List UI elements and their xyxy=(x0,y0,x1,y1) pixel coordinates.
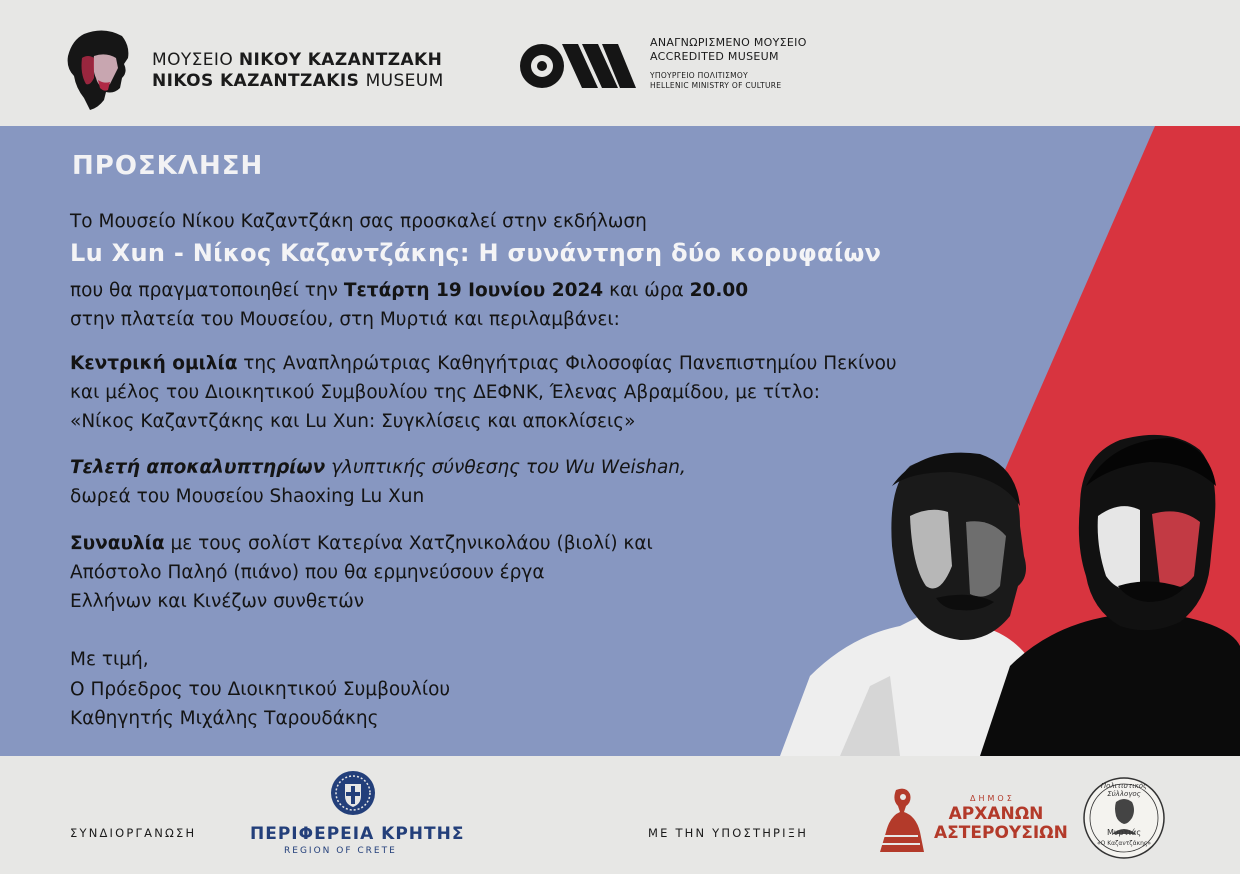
unveil-line-1: Τελετή αποκαλυπτηρίων γλυπτικής σύνθεσης του Wu Weishan, xyxy=(70,457,686,478)
speech-line-1: Κεντρική ομιλία της Αναπληρώτριας Καθηγήτριας Φιλοσοφίας Πανεπιστημίου Πεκίνου xyxy=(70,353,897,374)
ministry-english: HELLENIC MINISTRY OF CULTURE xyxy=(650,81,782,90)
portraits-illustration xyxy=(780,426,1240,756)
museum-name-greek: ΜΟΥΣΕΙΟ ΝΙΚΟΥ ΚΑΖΑΝΤΖΑΚΗ xyxy=(152,50,443,70)
footer xyxy=(0,756,1240,874)
association-place: Μυρτιάς xyxy=(1106,828,1142,837)
invitation-heading: ΠΡΟΣΚΛΗΣΗ xyxy=(72,151,264,181)
accredited-museum-logo-icon xyxy=(518,36,636,92)
accreditation-text xyxy=(650,36,807,91)
invitation-band xyxy=(0,126,1240,756)
kazantzakis-head-logo-icon xyxy=(64,28,132,112)
region-name: ΠΕΡΙΦΕΡΕΙΑ ΚΡΗΤΗΣ xyxy=(250,824,465,844)
municipality-word: ΔΗΜΟΣ xyxy=(970,794,1015,803)
association-name: Πολιτιστικός Σύλλογος xyxy=(1100,782,1148,798)
speech-title: «Νίκος Καζαντζάκης και Lu Xun: Συγκλίσεις και αποκλίσεις» xyxy=(70,411,636,432)
header xyxy=(0,0,1240,126)
support-label: ΜΕ ΤΗΝ ΥΠΟΣΤΗΡΙΞΗ xyxy=(648,826,809,840)
location-line: στην πλατεία του Μουσείου, στη Μυρτιά και περιλαμβάνει: xyxy=(70,309,620,330)
concert-line-3: Ελλήνων και Κινέζων συνθετών xyxy=(70,591,365,612)
coorganizer-label: ΣΥΝΔΙΟΡΓΑΝΩΣΗ xyxy=(70,826,197,840)
speech-line-2: και μέλος του Διοικητικού Συμβουλίου της ΔΕΦΝΚ, Έλενας Αβραμίδου, με τίτλο: xyxy=(70,382,820,403)
event-date: Τετάρτη 19 Ιουνίου 2024 xyxy=(343,280,604,301)
archanes-minoan-figure-icon xyxy=(876,786,926,854)
region-of-crete-emblem-icon xyxy=(330,770,376,816)
accredited-greek: ΑΝΑΓΝΩΡΙΣΜΕΝΟ ΜΟΥΣΕΙΟ xyxy=(650,36,807,49)
unveil-line-2: δωρεά του Μουσείου Shaoxing Lu Xun xyxy=(70,486,425,507)
event-title: Lu Xun - Νίκος Καζαντζάκης: Η συνάντηση δύο κορυφαίων xyxy=(70,239,882,267)
concert-line-2: Απόστολο Παληό (πιάνο) που θα ερμηνεύσουν έργα xyxy=(70,562,545,583)
museum-name-english: NIKOS KAZANTZAKIS MUSEUM xyxy=(152,71,444,91)
ministry-greek: ΥΠΟΥΡΓΕΙΟ ΠΟΛΙΤΙΣΜΟΥ xyxy=(650,71,749,80)
date-line: που θα πραγματοποιηθεί την Τετάρτη 19 Ιουνίου 2024 και ώρα 20.00 xyxy=(70,280,749,301)
museum-name xyxy=(152,50,444,92)
municipality-name: ΑΡΧΑΝΩΝ ΑΣΤΕΡΟΥΣΙΩΝ xyxy=(934,804,1068,843)
accredited-english: ACCREDITED MUSEUM xyxy=(650,50,779,63)
association-subtitle: «Ο Καζαντζάκης» xyxy=(1096,840,1152,847)
event-time: 20.00 xyxy=(689,280,749,301)
signer-role: Ο Πρόεδρος του Διοικητικού Συμβουλίου xyxy=(70,679,451,700)
closing: Με τιμή, xyxy=(70,649,149,670)
region-subtitle: REGION OF CRETE xyxy=(284,846,397,856)
intro-line: Το Μουσείο Νίκου Καζαντζάκη σας προσκαλεί στην εκδήλωση xyxy=(70,211,647,232)
signer-name: Καθηγητής Μιχάλης Ταρουδάκης xyxy=(70,708,379,729)
concert-line-1: Συναυλία με τους σολίστ Κατερίνα Χατζηνικολάου (βιολί) και xyxy=(70,533,653,554)
